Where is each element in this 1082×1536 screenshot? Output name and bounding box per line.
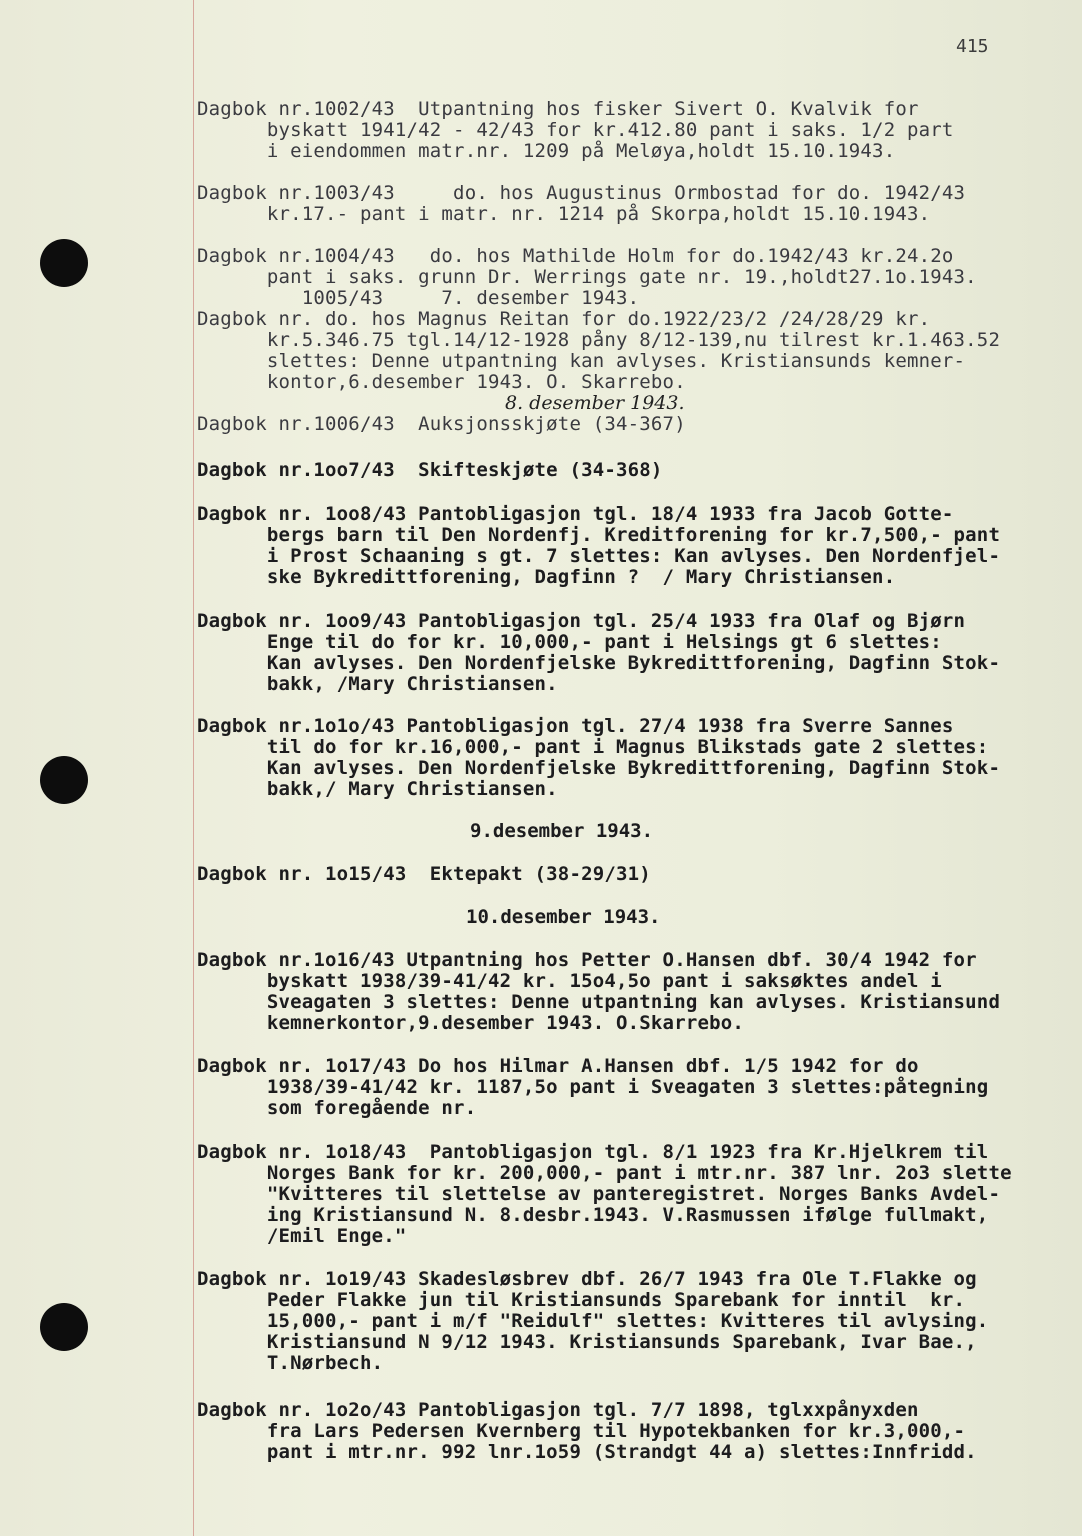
entry-line: ske Bykredittforening, Dagfinn ? / Mary Christiansen.	[197, 566, 896, 588]
punch-hole	[40, 756, 88, 804]
entry-line: Dagbok nr.1006/43 Auksjonsskjøte (34-367)	[197, 413, 686, 435]
date-heading: 9.desember 1943.	[470, 820, 654, 842]
entry-line: Dagbok nr. 1oo9/43 Pantobligasjon tgl. 25/4 1933 fra Olaf og Bjørn	[197, 610, 966, 632]
entry-line: til do for kr.16,000,- pant i Magnus Blikstads gate 2 slettes:	[197, 736, 989, 758]
entry-line: Dagbok nr.1oo7/43 Skifteskjøte (34-368)	[197, 459, 663, 481]
entry-line: Kan avlyses. Den Nordenfjelske Bykredittforening, Dagfinn Stok-	[197, 757, 1001, 779]
entry-line: pant i mtr.nr. 992 lnr.1o59 (Strandgt 44 a) slettes:Innfridd.	[197, 1441, 977, 1463]
page-number: 415	[956, 36, 989, 57]
entry-line: kontor,6.desember 1943. O. Skarrebo.	[197, 371, 686, 393]
entry-line: kr.17.- pant i matr. nr. 1214 på Skorpa,holdt 15.10.1943.	[197, 203, 931, 225]
entry-line: ing Kristiansund N. 8.desbr.1943. V.Rasmussen ifølge fullmakt,	[197, 1204, 989, 1226]
date-heading: 10.desember 1943.	[466, 906, 661, 928]
entry-line: slettes: Denne utpantning kan avlyses. Kristiansunds kemner-	[197, 350, 966, 372]
entry-line: Dagbok nr.1o16/43 Utpantning hos Petter O.Hansen dbf. 30/4 1942 for	[197, 949, 977, 971]
entry-line: byskatt 1938/39-41/42 kr. 15o4,5o pant i saksøktes andel i	[197, 970, 942, 992]
entry-line: Dagbok nr. 1oo8/43 Pantobligasjon tgl. 18/4 1933 fra Jacob Gotte-	[197, 503, 954, 525]
entry-line: 1005/43 7. desember 1943.	[197, 287, 640, 309]
entry-line: T.Nørbech.	[197, 1352, 384, 1374]
entry-line: Kristiansund N 9/12 1943. Kristiansunds Sparebank, Ivar Bae.,	[197, 1331, 977, 1353]
entry-line: Dagbok nr. 1o17/43 Do hos Hilmar A.Hansen dbf. 1/5 1942 for do	[197, 1055, 919, 1077]
entry-line: Dagbok nr. 1o19/43 Skadesløsbrev dbf. 26/7 1943 fra Ole T.Flakke og	[197, 1268, 977, 1290]
entry-line: Kan avlyses. Den Nordenfjelske Bykredittforening, Dagfinn Stok-	[197, 652, 1001, 674]
entry-line: 1938/39-41/42 kr. 1187,5o pant i Sveagaten 3 slettes:påtegning	[197, 1076, 989, 1098]
entry-line: fra Lars Pedersen Kvernberg til Hypotekbanken for kr.3,000,-	[197, 1420, 966, 1442]
entry-line: Peder Flakke jun til Kristiansunds Sparebank for inntil kr.	[197, 1289, 966, 1311]
entry-line: Dagbok nr. 1o18/43 Pantobligasjon tgl. 8/1 1923 fra Kr.Hjelkrem til	[197, 1141, 989, 1163]
entry-line: bakk,/ Mary Christiansen.	[197, 778, 558, 800]
entry-line: Dagbok nr. 1o2o/43 Pantobligasjon tgl. 7/7 1898, tglxxpånyxden	[197, 1399, 919, 1421]
entry-line: kemnerkontor,9.desember 1943. O.Skarrebo.	[197, 1012, 745, 1034]
entry-line: i eiendommen matr.nr. 1209 på Meløya,holdt 15.10.1943.	[197, 140, 896, 162]
entry-line: Sveagaten 3 slettes: Denne utpantning kan avlyses. Kristiansund	[197, 991, 1001, 1013]
entry-line: 15,000,- pant i m/f "Reidulf" slettes: Kvitteres til avlysing.	[197, 1310, 989, 1332]
handwritten-date: 8. desember 1943.	[505, 392, 685, 414]
entry-line: i Prost Schaaning s gt. 7 slettes: Kan avlyses. Den Nordenfjel-	[197, 545, 1001, 567]
margin-rule	[193, 0, 194, 1536]
entry-line: bergs barn til Den Nordenfj. Kreditforening for kr.7,500,- pant	[197, 524, 1001, 546]
entry-line: kr.5.346.75 tgl.14/12-1928 påny 8/12-139,nu tilrest kr.1.463.52	[197, 329, 1001, 351]
entry-line: bakk, /Mary Christiansen.	[197, 673, 558, 695]
punch-hole	[40, 239, 88, 287]
entry-line: Dagbok nr.1003/43 do. hos Augustinus Ormbostad for do. 1942/43	[197, 182, 966, 204]
entry-line: "Kvitteres til slettelse av panteregistret. Norges Banks Avdel-	[197, 1183, 1001, 1205]
entry-line: Enge til do for kr. 10,000,- pant i Helsings gt 6 slettes:	[197, 631, 942, 653]
entry-line: Dagbok nr. 1o15/43 Ektepakt (38-29/31)	[197, 863, 651, 885]
entry-line: pant i saks. grunn Dr. Werrings gate nr. 19.,holdt27.1o.1943.	[197, 266, 977, 288]
entry-line: Norges Bank for kr. 200,000,- pant i mtr.nr. 387 lnr. 2o3 slette	[197, 1162, 1012, 1184]
punch-hole	[40, 1303, 88, 1351]
entry-line: som foregående nr.	[197, 1097, 477, 1119]
entry-line: /Emil Enge."	[197, 1225, 407, 1247]
entry-line: Dagbok nr. do. hos Magnus Reitan for do.1922/23/2 /24/28/29 kr.	[197, 308, 931, 330]
entry-line: byskatt 1941/42 - 42/43 for kr.412.80 pant i saks. 1/2 part	[197, 119, 954, 141]
entry-line: Dagbok nr.1o1o/43 Pantobligasjon tgl. 27/4 1938 fra Sverre Sannes	[197, 715, 954, 737]
entry-line: Dagbok nr.1004/43 do. hos Mathilde Holm for do.1942/43 kr.24.2o	[197, 245, 954, 267]
entry-line: Dagbok nr.1002/43 Utpantning hos fisker Sivert O. Kvalvik for	[197, 98, 919, 120]
